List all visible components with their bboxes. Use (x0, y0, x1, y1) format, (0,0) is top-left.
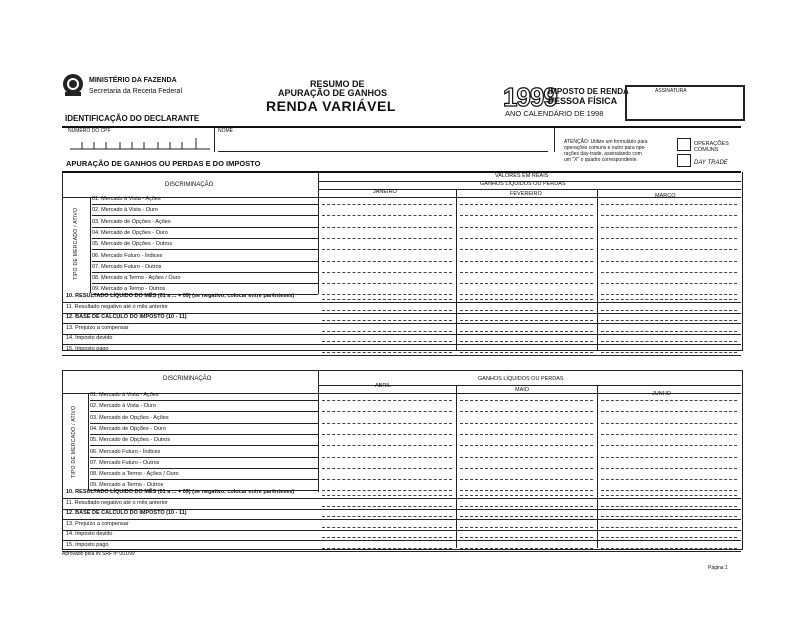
value-field[interactable] (460, 411, 593, 412)
divider (92, 283, 318, 284)
value-field[interactable] (601, 457, 737, 458)
total-value-field[interactable] (460, 495, 593, 496)
total-value-field[interactable] (460, 527, 593, 528)
value-field[interactable] (322, 249, 452, 250)
value-field[interactable] (601, 283, 737, 284)
tax-line-2: PESSOA FÍSICA (548, 96, 618, 106)
block2-vertical-label: TIPO DE MERCADO / ATIVO (71, 405, 77, 478)
total-value-field[interactable] (322, 320, 452, 321)
divider (92, 261, 318, 262)
row-label: 03. Mercado de Opções - Ações (92, 218, 171, 225)
total-value-field[interactable] (322, 506, 452, 507)
name-label: NOME (218, 128, 233, 134)
month-jun: JUNHO (652, 391, 671, 397)
total-value-field[interactable] (601, 341, 737, 342)
value-field[interactable] (460, 227, 593, 228)
total-row-label: 13. Prejuízo a compensar (66, 520, 129, 527)
total-value-field[interactable] (460, 331, 593, 332)
page-number: Página 1 (708, 565, 728, 571)
total-row-label: 11. Resultado negativo até o mês anterior (66, 499, 168, 506)
total-row-label: 15. Imposto pago (66, 345, 109, 352)
divider (62, 334, 741, 335)
value-field[interactable] (460, 434, 593, 435)
divider (92, 204, 318, 205)
row-label: 03. Mercado de Opções - Ações (90, 414, 169, 421)
title-line-2: APURAÇÃO DE GANHOS (278, 88, 388, 98)
value-field[interactable] (601, 445, 737, 446)
row-label: 01. Mercado à Vista - Ações (92, 196, 161, 202)
divider (62, 540, 741, 541)
signature-stamp-box[interactable] (625, 85, 745, 121)
total-value-field[interactable] (460, 310, 593, 311)
total-value-field[interactable] (322, 527, 452, 528)
value-field[interactable] (322, 411, 452, 412)
divider (318, 370, 319, 492)
value-field[interactable] (322, 272, 452, 273)
coat-of-arms-icon (62, 73, 84, 97)
value-field[interactable] (460, 204, 593, 205)
value-field[interactable] (460, 490, 593, 491)
divider (456, 189, 457, 350)
value-field[interactable] (322, 294, 452, 295)
apuracao-title: APURAÇÃO DE GANHOS OU PERDAS E DO IMPOSTO (66, 159, 261, 168)
tax-line-1: IMPOSTO DE RENDA (548, 87, 629, 96)
row-label: 07. Mercado Futuro - Outros (92, 263, 162, 270)
value-field[interactable] (322, 227, 452, 228)
divider (92, 249, 318, 250)
value-field[interactable] (601, 204, 737, 205)
total-value-field[interactable] (322, 341, 452, 342)
value-field[interactable] (460, 294, 593, 295)
total-row-label: 14. Imposto devido (66, 335, 113, 341)
divider (62, 551, 741, 552)
row-label: 04. Mercado de Opções - Ouro (90, 425, 166, 432)
value-field[interactable] (322, 479, 452, 480)
total-value-field[interactable] (601, 527, 737, 528)
month-feb: FEVEREIRO (510, 191, 542, 197)
month-mar: MARÇO (655, 193, 676, 199)
divider (554, 128, 555, 152)
row-label: 06. Mercado Futuro - Índices (92, 252, 163, 259)
month-may: MAIO (515, 387, 530, 393)
row-label: 06. Mercado Futuro - Índices (90, 448, 161, 455)
total-row-label: 14. Imposto devido (66, 531, 113, 537)
value-field[interactable] (322, 434, 452, 435)
divider (90, 411, 318, 412)
row-label: 07. Mercado Futuro - Outros (90, 459, 160, 466)
attention-note-1: ATENÇÃO: Utilize um formulário para (564, 139, 648, 145)
value-field[interactable] (601, 215, 737, 216)
total-value-field[interactable] (322, 495, 452, 496)
block1-vertical-label: TIPO DE MERCADO / ATIVO (73, 207, 79, 280)
total-row-label: 10. RESULTADO LÍQUIDO DO MÊS (01 a ... + 09) (se negativo, colocar entre parênteses) (66, 293, 295, 299)
divider (456, 385, 457, 548)
divider (62, 355, 741, 356)
total-value-field[interactable] (322, 548, 452, 549)
identification-title: IDENTIFICAÇÃO DO DECLARANTE (65, 114, 200, 123)
value-field[interactable] (601, 272, 737, 273)
value-field[interactable] (322, 238, 452, 239)
divider (62, 498, 741, 499)
value-field[interactable] (322, 490, 452, 491)
divider (90, 479, 318, 480)
row-label: 09. Mercado a Termo - Outros (90, 482, 164, 489)
block1-frame (62, 172, 743, 351)
divider (62, 393, 741, 394)
total-value-field[interactable] (322, 331, 452, 332)
total-value-field[interactable] (601, 352, 737, 353)
stamp-label: ASSINATURA (655, 88, 687, 94)
divider (597, 385, 598, 548)
gains-header: GANHOS LÍQUIDOS OU PERDAS (480, 181, 566, 187)
gains-header-2: GANHOS LÍQUIDOS OU PERDAS (478, 376, 564, 382)
total-value-field[interactable] (322, 516, 452, 517)
total-value-field[interactable] (460, 320, 593, 321)
total-value-field[interactable] (601, 310, 737, 311)
divider (90, 468, 318, 469)
value-field[interactable] (601, 490, 737, 491)
total-value-field[interactable] (322, 310, 452, 311)
total-value-field[interactable] (460, 548, 593, 549)
total-row-label: 12. BASE DE CÁLCULO DO IMPOSTO (10 - 11) (66, 510, 187, 516)
divider (90, 423, 318, 424)
row-label: 08. Mercado a Termo - Ações / Ouro (92, 275, 181, 282)
divider (318, 172, 319, 294)
title-line-1: RESUMO DE (310, 79, 365, 89)
value-field[interactable] (460, 457, 593, 458)
total-value-field[interactable] (460, 352, 593, 353)
value-field[interactable] (322, 204, 452, 205)
total-value-field[interactable] (601, 331, 737, 332)
total-value-field[interactable] (322, 537, 452, 538)
ministry-name: MINISTÉRIO DA FAZENDA (89, 77, 177, 84)
year-big: 1999 (503, 82, 557, 112)
total-row-label: 12. BASE DE CÁLCULO DO IMPOSTO (10 - 11) (66, 314, 187, 320)
approval-note: Aprovado pela IN SRF nº 001/99 (62, 551, 135, 557)
divider (62, 344, 741, 345)
divider (62, 302, 741, 303)
divider (62, 519, 741, 520)
row-label: 05. Mercado de Opções - Outros (92, 241, 173, 248)
value-field[interactable] (460, 479, 593, 480)
value-field[interactable] (460, 249, 593, 250)
value-field[interactable] (460, 445, 593, 446)
values-header: VALORES EM REAIS (495, 173, 549, 179)
value-field[interactable] (460, 468, 593, 469)
total-row-label: 11. Resultado negativo até o mês anterior (66, 303, 168, 310)
divider (62, 530, 741, 531)
divider (92, 272, 318, 273)
total-value-field[interactable] (322, 352, 452, 353)
divider (90, 457, 318, 458)
divider (90, 445, 318, 446)
value-field[interactable] (460, 400, 593, 401)
divider (92, 238, 318, 239)
total-row-label: 13. Prejuízo a compensar (66, 324, 129, 331)
value-field[interactable] (601, 400, 737, 401)
common-operations-label: OPERAÇÕES COMUNS (694, 141, 729, 153)
total-value-field[interactable] (460, 299, 593, 300)
attention-note-4: um "X" o quadro correspondente. (564, 157, 638, 163)
month-apr: ABRIL (375, 383, 391, 389)
total-value-field[interactable] (601, 299, 737, 300)
value-field[interactable] (322, 261, 452, 262)
secretariat-name: Secretaria da Receita Federal (89, 88, 182, 95)
cpf-label: NÚMERO DO CPF (68, 128, 111, 134)
common-operations-checkbox[interactable] (677, 138, 691, 151)
calendar-year: ANO CALENDÁRIO DE 1998 (505, 109, 604, 118)
divider (90, 434, 318, 435)
total-value-field[interactable] (322, 299, 452, 300)
value-field[interactable] (601, 411, 737, 412)
row-label: 08. Mercado a Termo - Ações / Ouro (90, 471, 179, 478)
divider (214, 128, 215, 152)
divider (62, 197, 741, 198)
divider (92, 215, 318, 216)
value-field[interactable] (601, 294, 737, 295)
value-field[interactable] (322, 423, 452, 424)
row-label: 05. Mercado de Opções - Outros (90, 437, 171, 444)
divider (90, 400, 318, 401)
attention-note-2: operações comuns e outro para ope- (564, 145, 646, 151)
value-field[interactable] (601, 479, 737, 480)
value-field[interactable] (322, 215, 452, 216)
total-row-label: 10. RESULTADO LÍQUIDO DO MÊS (01 a ... + 09) (se negativo, colocar entre parênteses) (66, 489, 295, 495)
name-field[interactable] (218, 137, 548, 152)
total-value-field[interactable] (601, 548, 737, 549)
total-row-label: 15. Imposto pago (66, 541, 109, 548)
divider (62, 126, 741, 128)
month-jan: JANEIRO (373, 189, 397, 195)
total-value-field[interactable] (601, 516, 737, 517)
total-value-field[interactable] (460, 516, 593, 517)
value-field[interactable] (601, 434, 737, 435)
value-field[interactable] (460, 272, 593, 273)
page-title: RENDA VARIÁVEL (266, 98, 396, 114)
day-trade-checkbox[interactable] (677, 154, 691, 167)
divider (597, 189, 598, 350)
value-field[interactable] (601, 261, 737, 262)
value-field[interactable] (601, 468, 737, 469)
value-field[interactable] (601, 238, 737, 239)
row-label: 09. Mercado a Termo - Outros (92, 286, 166, 293)
total-value-field[interactable] (460, 341, 593, 342)
total-value-field[interactable] (460, 537, 593, 538)
row-label: 04. Mercado de Opções - Ouro (92, 229, 168, 236)
total-value-field[interactable] (601, 506, 737, 507)
value-field[interactable] (322, 468, 452, 469)
value-field[interactable] (460, 261, 593, 262)
block2-frame (62, 370, 743, 550)
discrimination-header-2: DISCRIMINAÇÃO (163, 376, 212, 382)
value-field[interactable] (601, 227, 737, 228)
total-value-field[interactable] (460, 506, 593, 507)
value-field[interactable] (601, 423, 737, 424)
divider (92, 227, 318, 228)
total-value-field[interactable] (601, 495, 737, 496)
total-value-field[interactable] (601, 537, 737, 538)
attention-note-3: rações day-trade, assinalando com (564, 151, 642, 157)
value-field[interactable] (322, 457, 452, 458)
value-field[interactable] (601, 249, 737, 250)
row-label: 02. Mercado à Vista - Ouro (90, 403, 156, 410)
value-field[interactable] (322, 283, 452, 284)
value-field[interactable] (460, 238, 593, 239)
divider (62, 323, 741, 324)
row-label: 01. Mercado à Vista - Ações (90, 392, 159, 398)
total-value-field[interactable] (601, 320, 737, 321)
row-label: 02. Mercado à Vista - Ouro (92, 207, 158, 214)
discrimination-header: DISCRIMINAÇÃO (165, 182, 214, 188)
value-field[interactable] (460, 423, 593, 424)
value-field[interactable] (322, 400, 452, 401)
value-field[interactable] (322, 445, 452, 446)
value-field[interactable] (460, 215, 593, 216)
cpf-field[interactable] (70, 136, 210, 150)
value-field[interactable] (460, 283, 593, 284)
day-trade-label: DAY TRADE (694, 160, 728, 166)
